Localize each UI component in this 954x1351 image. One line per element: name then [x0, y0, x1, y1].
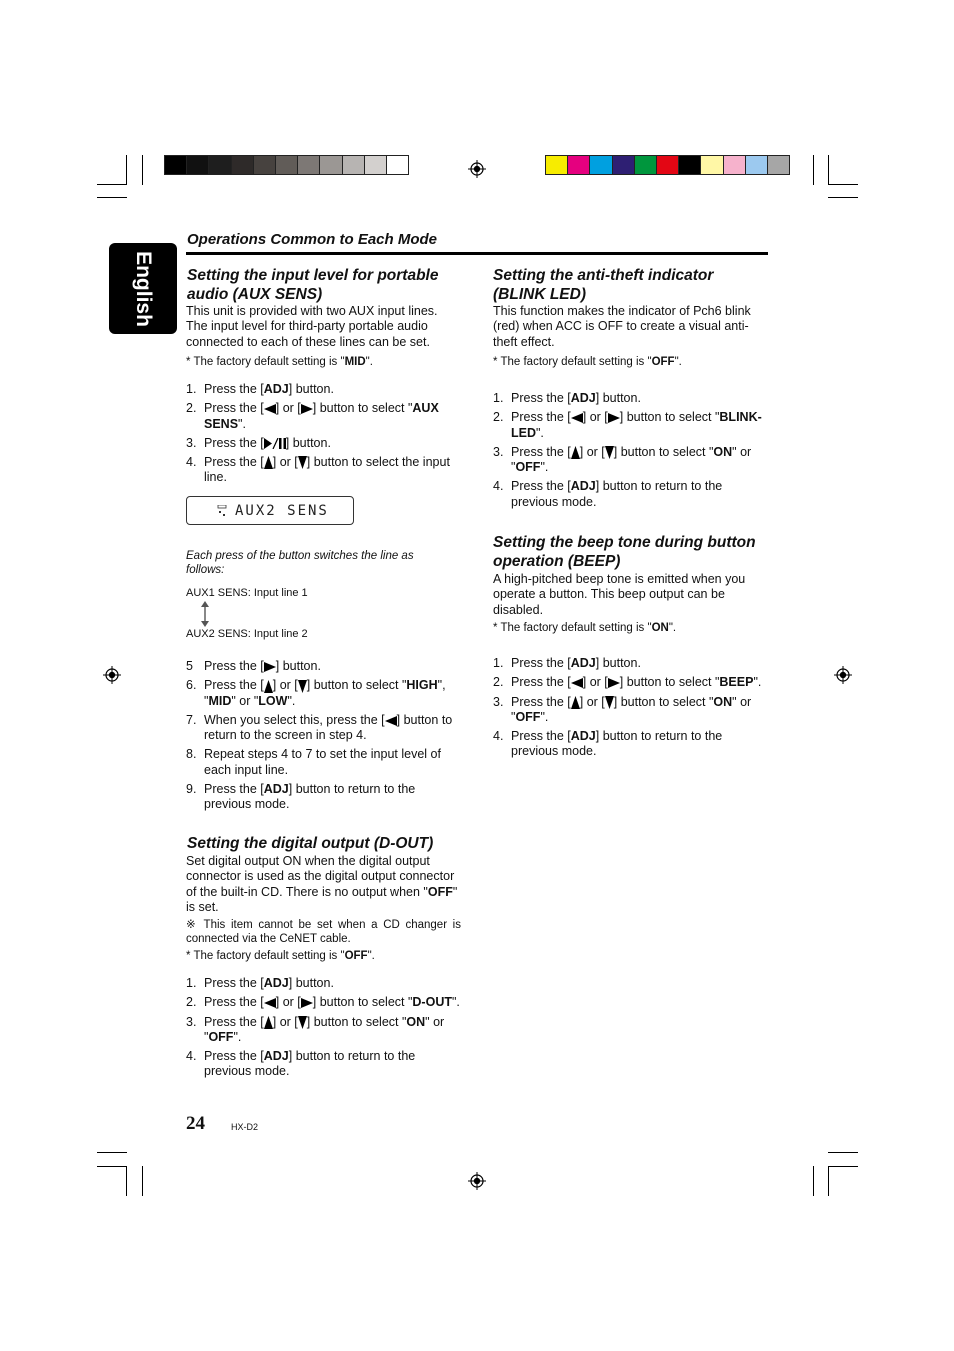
left-arrow-icon — [264, 998, 276, 1008]
color-swatch — [164, 155, 187, 175]
d-out-intro-suffix: " is set. — [186, 884, 458, 914]
blink-led-intro: This function makes the indicator of Pch6 blink (red) when ACC is OFF to create a visual anti-theft effect. — [493, 304, 751, 349]
crop-mark — [828, 184, 858, 185]
color-swatch — [567, 155, 590, 175]
language-tab — [109, 243, 177, 334]
list-item: 6. Press the [ ] or [ ] button to select "HIGH", "MID" or "LOW". — [186, 678, 446, 708]
default-value: ON — [651, 622, 669, 634]
color-swatch — [656, 155, 679, 175]
default-note-prefix: * The factory default setting is " — [493, 356, 652, 368]
page-number: 24 — [186, 1113, 205, 1134]
left-arrow-icon — [385, 716, 397, 726]
crop-mark — [813, 1166, 814, 1196]
list-item: 3. Press the [ ] or [ ] button to select "ON" or "OFF". — [493, 694, 752, 724]
d-out-intro-text: Set digital output ON when the digital output connector is used as the digital output connector of the built-in CD. There is no output when " — [186, 854, 455, 899]
d-out-steps — [186, 976, 461, 1084]
right-arrow-icon — [264, 662, 276, 672]
color-swatch — [767, 155, 790, 175]
color-swatch — [723, 155, 746, 175]
right-arrow-icon — [301, 404, 313, 414]
registration-mark-icon — [103, 666, 121, 684]
list-item: 1. Press the [ADJ] button. — [493, 656, 641, 670]
beep-default-note — [493, 621, 763, 635]
down-arrow-icon — [298, 1016, 307, 1029]
d-out-intro — [186, 854, 458, 915]
color-swatch — [319, 155, 342, 175]
crop-mark — [97, 197, 127, 198]
default-note-suffix: ". — [365, 356, 373, 368]
default-note-prefix: * The factory default setting is " — [186, 356, 345, 368]
default-note-suffix: ". — [367, 950, 375, 962]
crop-mark — [142, 155, 143, 185]
color-swatch — [745, 155, 768, 175]
registration-mark-icon — [468, 160, 486, 178]
list-item: 4. Press the [ADJ] button to return to the previous mode. — [493, 479, 723, 509]
list-item: 2. Press the [ ] or [ ] button to select "D-OUT". — [186, 995, 460, 1010]
beep-title: Setting the beep tone during button operation (BEEP) — [493, 534, 756, 570]
blink-led-default-note — [493, 355, 763, 369]
header-rule — [186, 252, 768, 255]
up-arrow-icon — [571, 446, 580, 459]
list-item: 2. Press the [ ] or [ ] button to select "BEEP". — [493, 675, 762, 690]
aux-sens-steps-1 — [186, 382, 461, 490]
color-swatch — [208, 155, 231, 175]
registration-mark-icon — [834, 666, 852, 684]
left-arrow-icon — [571, 413, 583, 423]
aux-sens-default-note — [186, 355, 456, 369]
aux-sens-steps-2 — [186, 659, 461, 817]
crop-mark — [97, 184, 127, 185]
crop-mark — [828, 197, 858, 198]
section-header: Operations Common to Each Mode — [187, 231, 438, 248]
crop-mark — [828, 1166, 829, 1196]
down-arrow-icon — [605, 696, 614, 709]
list-item: 1. Press the [ADJ] button. — [493, 391, 641, 405]
aux1-line-label: AUX1 SENS: Input line 1 — [186, 587, 308, 599]
default-note-prefix: * The factory default setting is " — [186, 950, 345, 962]
right-arrow-icon — [301, 998, 313, 1008]
language-tab-label: English — [132, 250, 155, 327]
down-arrow-icon — [298, 680, 307, 693]
color-swatch — [545, 155, 568, 175]
double-arrow-icon — [200, 601, 210, 627]
down-arrow-icon — [298, 456, 307, 469]
down-arrow-icon — [605, 446, 614, 459]
list-item: 4. Press the [ ] or [ ] button to select the input line. — [186, 455, 450, 485]
left-arrow-icon — [264, 404, 276, 414]
default-value: OFF — [651, 356, 675, 368]
d-out-intro-value: OFF — [427, 884, 453, 899]
d-out-title: Setting the digital output (D-OUT) — [187, 835, 434, 852]
up-arrow-icon — [571, 696, 580, 709]
crop-mark — [142, 1166, 143, 1196]
aux-sens-intro: This unit is provided with two AUX input lines. The input level for third-party portable audio connected to each of these lines can be set. — [186, 304, 438, 349]
play-pause-icon — [264, 438, 286, 449]
color-swatch — [678, 155, 701, 175]
list-item: 2. Press the [ ] or [ ] button to select "BLINK-LED". — [493, 410, 762, 440]
up-arrow-icon — [264, 680, 273, 693]
beep-steps — [493, 656, 765, 764]
default-value: MID — [344, 356, 366, 368]
color-swatch — [186, 155, 209, 175]
display-indicator-icon — [217, 505, 229, 517]
list-item: 8. Repeat steps 4 to 7 to set the input level of each input line. — [186, 747, 441, 777]
crop-mark — [97, 1166, 127, 1167]
aux-sens-caption: Each press of the button switches the line as follows: — [186, 550, 414, 576]
aux-sens-title: Setting the input level for portable audio (AUX SENS) — [187, 267, 439, 303]
list-item: 3. Press the [ ] or [ ] button to select "ON" or "OFF". — [493, 444, 752, 475]
color-swatch — [386, 155, 409, 175]
list-item: 4. Press the [ADJ] button to return to the previous mode. — [186, 1049, 416, 1079]
list-item: 9. Press the [ADJ] button to return to the previous mode. — [186, 782, 416, 812]
list-item: 3. Press the [ ] or [ ] button to select "ON" or "OFF". — [186, 1014, 445, 1044]
crop-mark — [828, 1152, 858, 1153]
color-swatch — [634, 155, 657, 175]
up-arrow-icon — [264, 456, 273, 469]
list-item: 1. Press the [ADJ] button. — [186, 382, 334, 396]
color-swatch — [275, 155, 298, 175]
list-item: 7. When you select this, press the [ ] button to return to the screen in step 4. — [186, 712, 453, 743]
color-swatch — [612, 155, 635, 175]
color-swatch — [589, 155, 612, 175]
beep-intro: A high-pitched beep tone is emitted when you operate a button. This beep output can be disabled. — [493, 572, 746, 617]
right-arrow-icon — [608, 678, 620, 688]
crop-mark — [126, 1166, 127, 1196]
color-swatch — [364, 155, 387, 175]
default-note-prefix: * The factory default setting is " — [493, 622, 652, 634]
d-out-default-note — [186, 949, 456, 963]
color-swatch — [231, 155, 254, 175]
left-arrow-icon — [571, 678, 583, 688]
crop-mark — [97, 1152, 127, 1153]
list-item: 3. Press the [ ] button. — [186, 435, 331, 450]
crop-mark — [828, 1166, 858, 1167]
blink-led-title: Setting the anti-theft indicator (BLINK LED) — [493, 267, 714, 303]
color-swatch — [342, 155, 365, 175]
crop-mark — [828, 155, 829, 185]
color-swatch — [253, 155, 276, 175]
blink-led-steps — [493, 391, 765, 514]
list-item: 4. Press the [ADJ] button to return to the previous mode. — [493, 729, 723, 759]
crop-mark — [813, 155, 814, 185]
default-note-suffix: ". — [668, 622, 677, 634]
list-item: 5 Press the [ ] button. — [186, 659, 321, 673]
color-swatch — [700, 155, 723, 175]
registration-mark-icon — [468, 1172, 486, 1190]
lcd-display — [186, 496, 354, 525]
d-out-cenet-note: ※ This item cannot be set when a CD changer is connected via the CeNET cable. — [186, 919, 461, 945]
right-arrow-icon — [608, 413, 620, 423]
up-arrow-icon — [264, 1016, 273, 1029]
list-item: 1. Press the [ADJ] button. — [186, 976, 334, 990]
aux2-line-label: AUX2 SENS: Input line 2 — [186, 628, 308, 640]
color-swatch — [297, 155, 320, 175]
model-code: HX-D2 — [231, 1122, 259, 1132]
crop-mark — [126, 155, 127, 185]
lcd-text: AUX2 SENS — [235, 503, 329, 519]
default-value: OFF — [344, 950, 368, 962]
list-item: 2. Press the [ ] or [ ] button to select "AUX SENS". — [186, 401, 439, 431]
default-note-suffix: ". — [674, 356, 682, 368]
